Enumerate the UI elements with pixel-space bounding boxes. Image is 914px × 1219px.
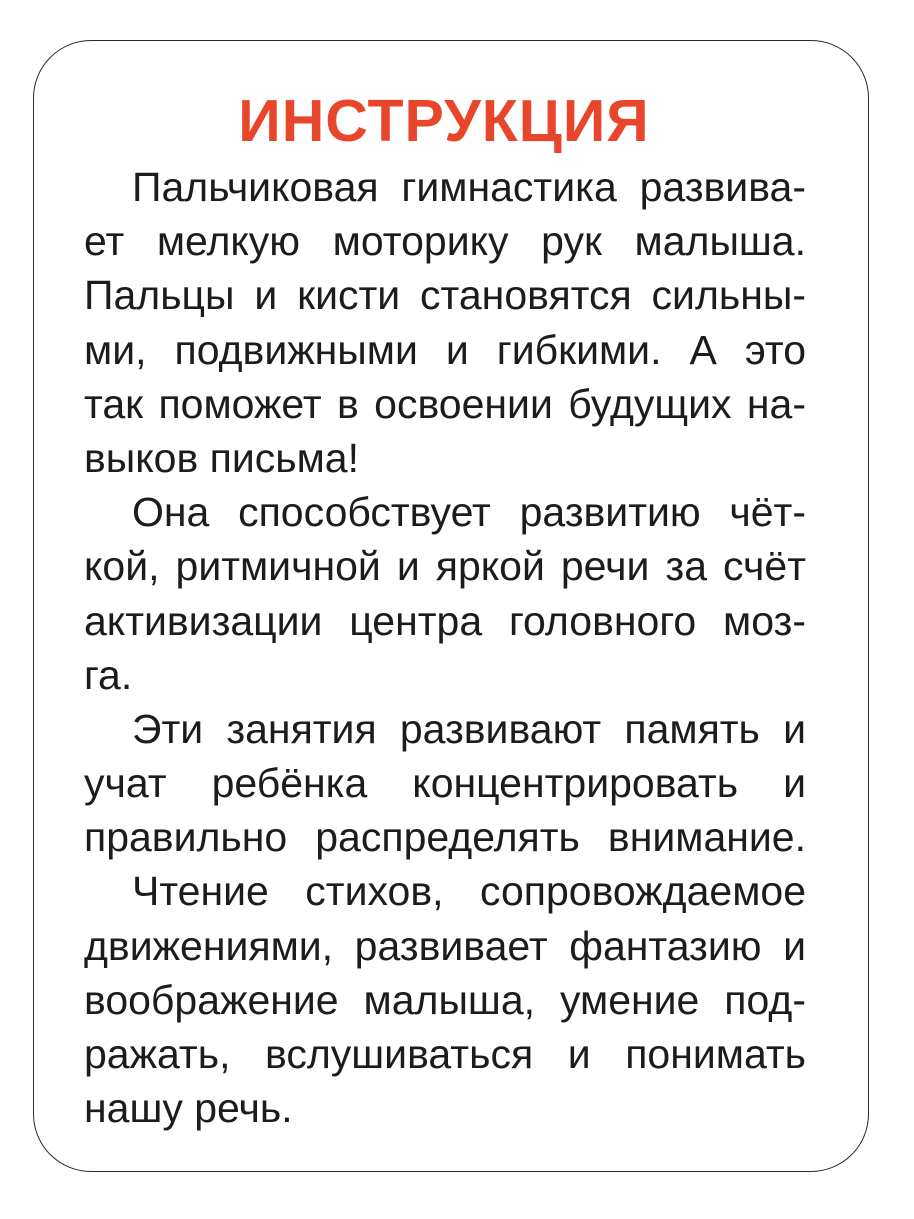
text-line: Пальцы и кисти становятся сильны-	[84, 272, 806, 319]
text-line: Пальчиковая гимнастика развива-	[132, 164, 806, 210]
text-line: выков письма!	[84, 434, 359, 481]
text-line: активизации центра головного моз-	[84, 597, 806, 644]
text-line: Чтение стихов, сопровождаемое	[132, 868, 806, 915]
paragraph-3	[84, 702, 806, 865]
paragraph-4	[84, 864, 806, 1135]
text-line: воображение малыша, умение под-	[84, 976, 806, 1023]
instruction-body	[84, 160, 806, 1135]
text-line: Она способствует развитию чёт-	[132, 489, 806, 536]
text-line: ражать, вслушиваться и понимать	[84, 1031, 806, 1077]
text-line: кой, ритмичной и яркой речи за счёт	[84, 543, 806, 590]
paragraph-1	[84, 160, 806, 485]
text-line: нашу речь.	[84, 1085, 293, 1132]
text-line: учат ребёнка концентрировать и	[84, 760, 806, 807]
text-line: га.	[84, 651, 133, 698]
paragraph-2	[84, 485, 806, 702]
text-line: ми, подвижными и гибкими. А это	[84, 326, 806, 373]
text-line: ет мелкую моторику рук малыша.	[84, 218, 806, 265]
text-line: правильно распределять внимание.	[84, 814, 806, 861]
text-line: так поможет в освоении будущих на-	[84, 380, 806, 427]
text-line: Эти занятия развивают память и	[132, 705, 806, 752]
text-line: движениями, развивает фантазию и	[84, 922, 806, 969]
page-title: ИНСТРУКЦИЯ	[238, 88, 650, 154]
